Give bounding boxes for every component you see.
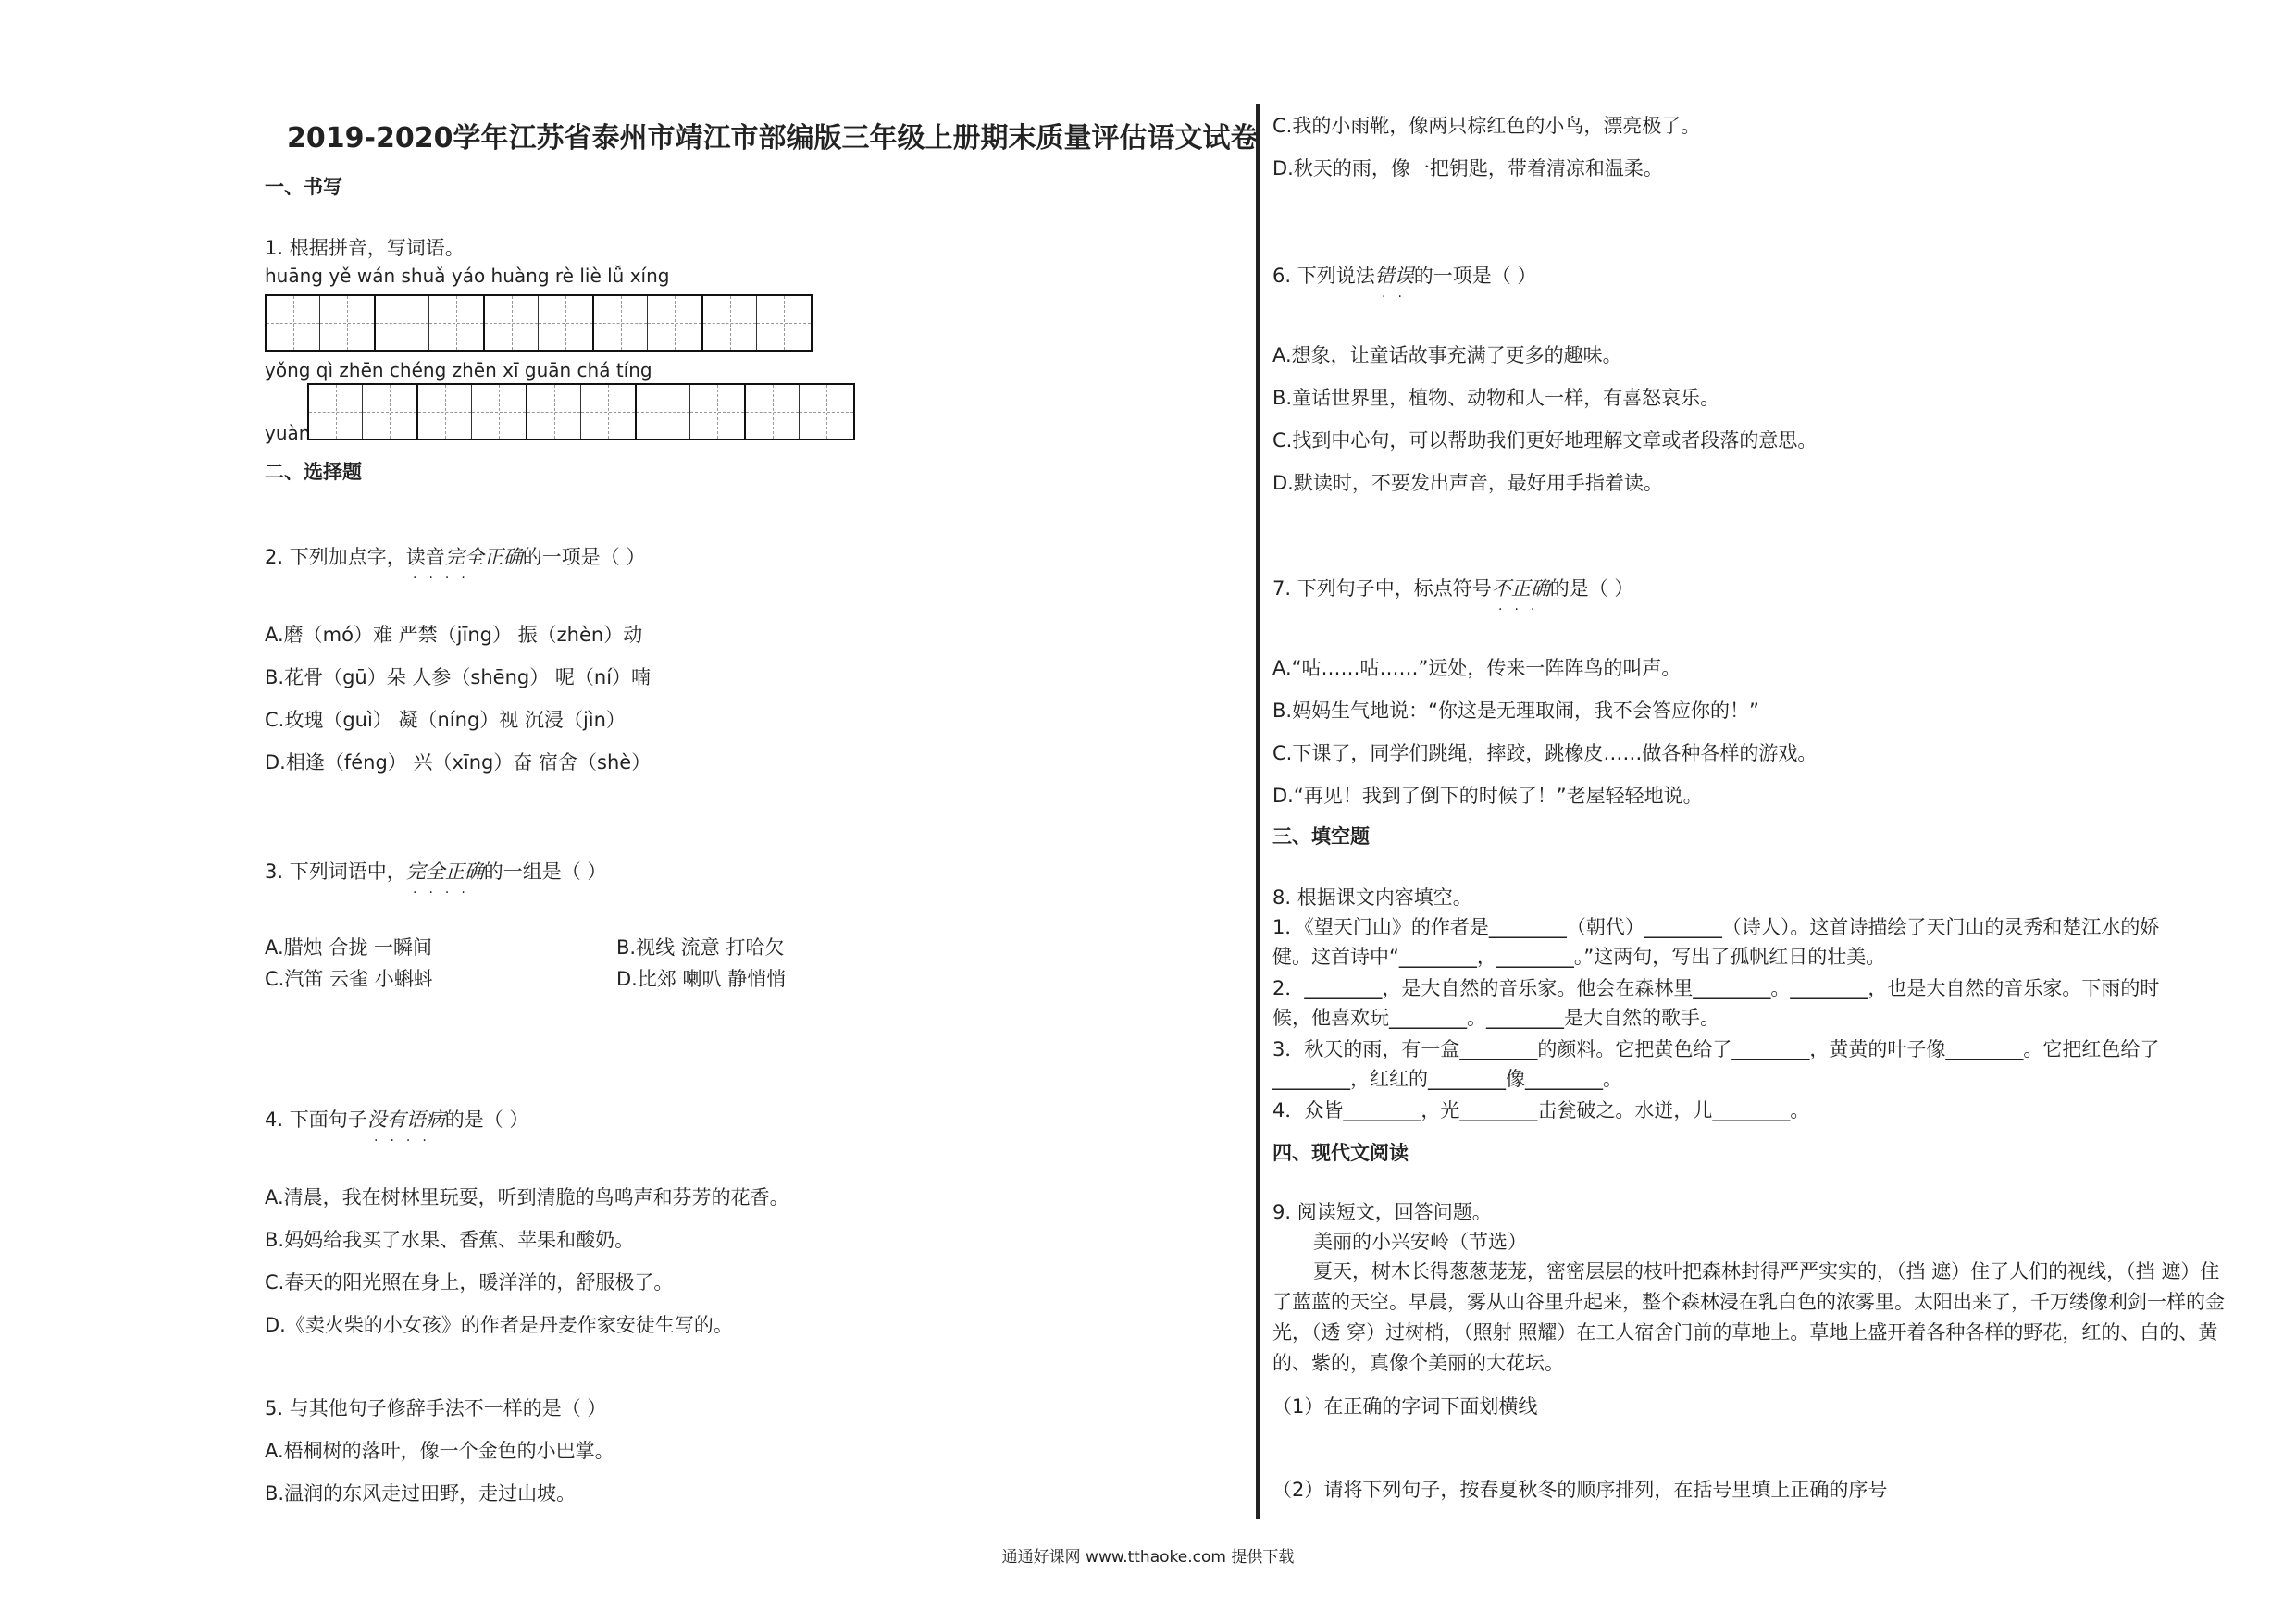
q1-stem: 1. 根据拼音，写词语。 bbox=[265, 237, 465, 259]
column-divider bbox=[1256, 104, 1260, 1519]
q5-option-b[interactable]: B.温润的东风走过田野，走过山坡。 bbox=[265, 1482, 577, 1505]
q7-option-b[interactable]: B.妈妈生气地说：“你这是无理取闹，我不会答应你的！” bbox=[1272, 700, 1759, 722]
q8-item2-line1[interactable]: 2．________，是大自然的音乐家。他会在森林里________。________，也是大自然的音乐家。下雨的时 bbox=[1272, 977, 2160, 999]
q8-item3-line2[interactable]: ________，红红的________像________。 bbox=[1272, 1068, 1622, 1090]
q9-stem: 9. 阅读短文，回答问题。 bbox=[1272, 1201, 1492, 1223]
q7-stem: 7. 下列句子中，标点符号不正确的是（ ） bbox=[1272, 577, 1634, 600]
q5-option-d[interactable]: D.秋天的雨，像一把钥匙，带着清凉和温柔。 bbox=[1272, 157, 1663, 180]
q8-item1-line2[interactable]: 健。这首诗中“________，________。”这两句，写出了孤帆红日的壮美。 bbox=[1272, 946, 1886, 968]
q8-item1-line1[interactable]: 1．《望天门山》的作者是________（朝代）________（诗人）。这首诗描绘了天门山的灵秀和楚江水的娇 bbox=[1272, 916, 2160, 938]
exam-title: 2019-2020学年江苏省泰州市靖江市部编版三年级上册期末质量评估语文试卷 bbox=[287, 122, 1259, 155]
q4-option-b[interactable]: B.妈妈给我买了水果、香蕉、苹果和酸奶。 bbox=[265, 1229, 635, 1251]
q7-option-a[interactable]: A.“咕……咕……”远处，传来一阵阵鸟的叫声。 bbox=[1272, 657, 1682, 679]
q3-option-b[interactable]: B.视线 流意 打哈欠 bbox=[616, 936, 785, 959]
q1-pinyin-row1: huāng yě wán shuǎ yáo huàng rè liè lǚ xíng bbox=[265, 265, 670, 287]
section-fill: 三、填空题 bbox=[1272, 825, 1370, 848]
q9-sub1: （1）在正确的字词下面划横线 bbox=[1272, 1395, 1538, 1418]
q4-option-c[interactable]: C.春天的阳光照在身上，暖洋洋的，舒服极了。 bbox=[265, 1271, 674, 1294]
q9-sub2: （2）请将下列句子，按春夏秋冬的顺序排列，在括号里填上正确的序号 bbox=[1272, 1479, 1888, 1501]
q8-item3-line1[interactable]: 3．秋天的雨，有一盒________的颜料。它把黄色给了________，黄黄的叶子像________。它把红色给了 bbox=[1272, 1038, 2160, 1060]
q6-option-c[interactable]: C.找到中心句，可以帮助我们更好地理解文章或者段落的意思。 bbox=[1272, 429, 1818, 452]
q6-option-d[interactable]: D.默读时，不要发出声音，最好用手指着读。 bbox=[1272, 472, 1663, 494]
q4-emphasis-dots: ···· bbox=[374, 1134, 439, 1148]
q8-stem: 8. 根据课文内容填空。 bbox=[1272, 886, 1472, 909]
q1-pinyin-row2-tail: yuàn bbox=[265, 422, 311, 444]
q7-option-d[interactable]: D.“再见！我到了倒下的时候了！”老屋轻轻地说。 bbox=[1272, 785, 1703, 807]
q9-passage-title: 美丽的小兴安岭（节选） bbox=[1313, 1231, 1527, 1253]
q6-emphasis-dots: ·· bbox=[1382, 290, 1414, 304]
q6-option-b[interactable]: B.童话世界里，植物、动物和人一样，有喜怒哀乐。 bbox=[1272, 387, 1720, 409]
section-choice: 二、选择题 bbox=[265, 461, 362, 483]
q6-stem: 6. 下列说法错误的一项是（ ） bbox=[1272, 265, 1537, 287]
q1-pinyin-row2: yǒng qì zhēn chéng zhēn xī guān chá tíng bbox=[265, 359, 652, 381]
q6-option-a[interactable]: A.想象，让童话故事充满了更多的趣味。 bbox=[1272, 344, 1622, 366]
q4-option-d[interactable]: D.《卖火柴的小女孩》的作者是丹麦作家安徒生写的。 bbox=[265, 1314, 733, 1336]
section-writing: 一、书写 bbox=[265, 176, 342, 198]
q4-stem: 4. 下面句子没有语病的是（ ） bbox=[265, 1109, 529, 1131]
q9-passage: 夏天，树木长得葱葱茏茏，密密层层的枝叶把森林封得严严实实的，（挡 遮）住了人们的视线，（挡 遮）住了蓝蓝的天空。早晨，雾从山谷里升起来，整个森林浸在乳白色的浓雾里。太阳出来了，千万缕像利剑一样的金光，（透 穿）过树梢，（照射 照耀）在工人宿舍门前的草地上。草地上盛开着各种各样的野花，红的、白的、黄的、紫的，真像个美丽的大花坛。 bbox=[1272, 1260, 2225, 1374]
q2-option-c[interactable]: C.玫瑰（guì） 凝（níng）视 沉浸（jìn） bbox=[265, 709, 626, 731]
q5-option-a[interactable]: A.梧桐树的落叶，像一个金色的小巴掌。 bbox=[265, 1440, 614, 1462]
q3-emphasis-dots: ···· bbox=[413, 886, 478, 900]
q1-grid-row2[interactable] bbox=[307, 383, 855, 440]
q5-stem: 5. 与其他句子修辞手法不一样的是（ ） bbox=[265, 1397, 607, 1419]
q3-option-d[interactable]: D.比郊 喇叭 静悄悄 bbox=[616, 968, 787, 990]
footer-credit: 通通好课网 www.tthaoke.com 提供下载 bbox=[1001, 1548, 1295, 1567]
q8-item2-line2[interactable]: 候，他喜欢玩________。________是大自然的歌手。 bbox=[1272, 1007, 1719, 1029]
q2-option-a[interactable]: A.磨（mó）难 严禁（jīng） 振（zhèn）动 bbox=[265, 624, 643, 646]
q3-option-a[interactable]: A.腊烛 合拢 一瞬间 bbox=[265, 936, 433, 959]
q2-emphasis-dots: ···· bbox=[413, 571, 478, 586]
q3-stem: 3. 下列词语中，完全正确的一组是（ ） bbox=[265, 861, 607, 883]
q2-stem: 2. 下列加点字，读音完全正确的一项是（ ） bbox=[265, 546, 646, 568]
q5-option-c[interactable]: C.我的小雨靴，像两只棕红色的小鸟，漂亮极了。 bbox=[1272, 115, 1701, 137]
q2-option-b[interactable]: B.花骨（gū）朵 人参（shēng） 呢（ní）喃 bbox=[265, 666, 652, 688]
q4-option-a[interactable]: A.清晨，我在树林里玩耍，听到清脆的鸟鸣声和芬芳的花香。 bbox=[265, 1186, 789, 1208]
q3-option-c[interactable]: C.汽笛 云雀 小蝌蚪 bbox=[265, 968, 433, 990]
q2-option-d[interactable]: D.相逢（féng） 兴（xīng）奋 宿舍（shè） bbox=[265, 751, 652, 774]
section-reading: 四、现代文阅读 bbox=[1272, 1142, 1409, 1164]
q8-item4[interactable]: 4．众皆________，光________击瓮破之。水迸，儿________。 bbox=[1272, 1099, 1810, 1121]
q1-grid-row1[interactable] bbox=[265, 294, 813, 352]
q7-emphasis-dots: ··· bbox=[1498, 602, 1547, 617]
q7-option-c[interactable]: C.下课了，同学们跳绳，摔跤，跳橡皮……做各种各样的游戏。 bbox=[1272, 742, 1818, 764]
